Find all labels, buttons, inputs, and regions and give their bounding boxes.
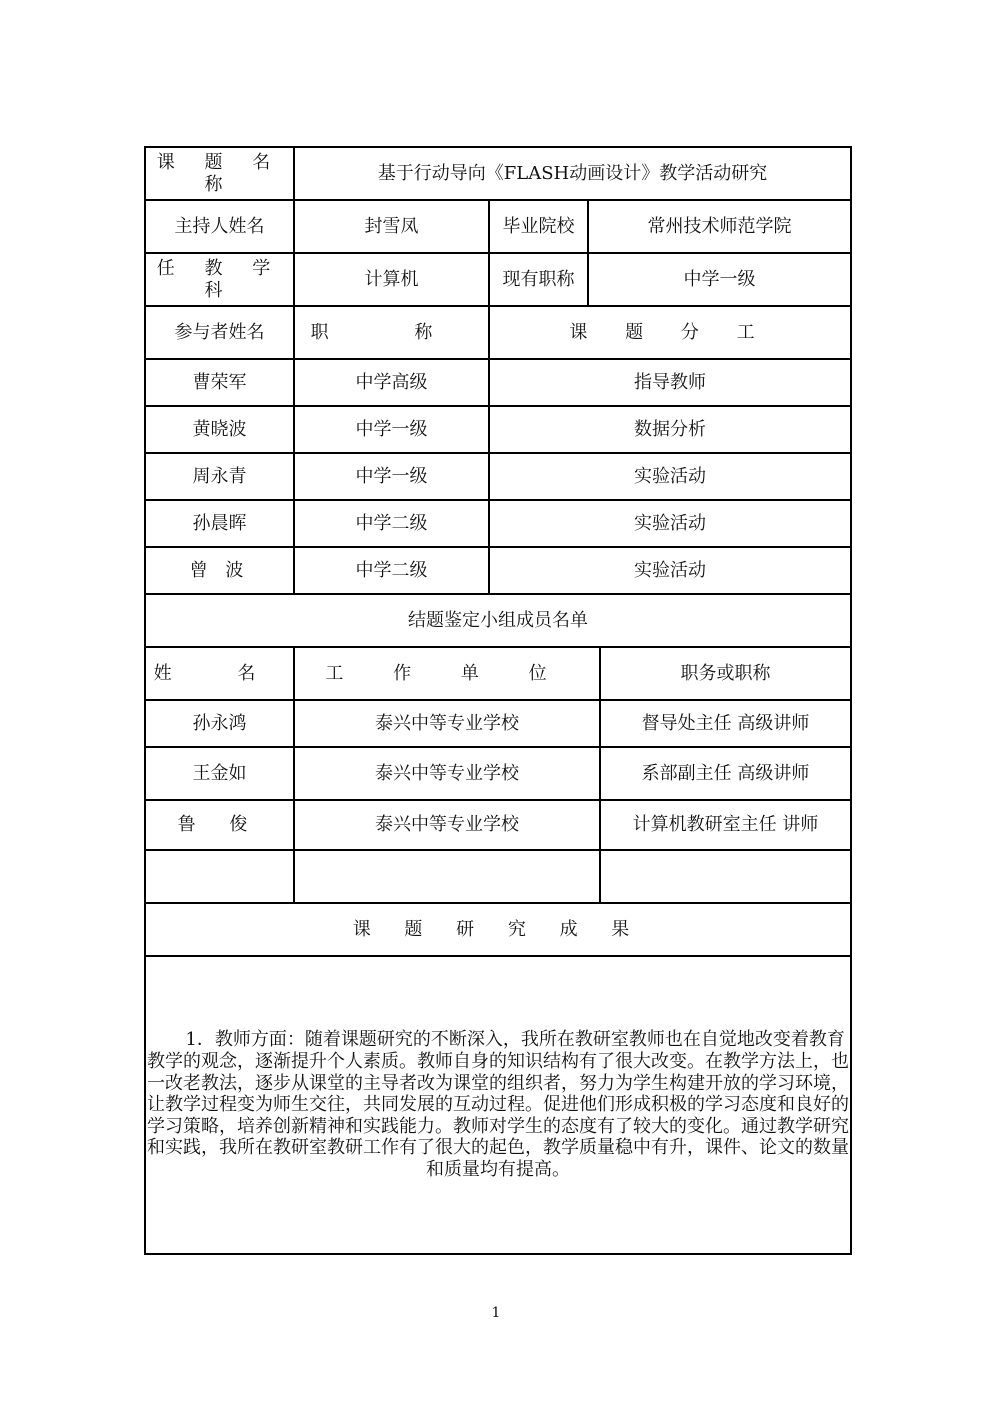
subject-value: 计算机 <box>294 253 489 306</box>
participant-title: 中学一级 <box>294 453 489 500</box>
host-label: 主持人姓名 <box>145 200 294 253</box>
empty-cell <box>294 850 600 903</box>
committee-position: 督导处主任 高级讲师 <box>600 700 851 747</box>
participant-role: 实验活动 <box>489 453 851 500</box>
row-host <box>145 200 851 253</box>
participant-title: 中学二级 <box>294 500 489 547</box>
participant-name: 周永青 <box>145 453 294 500</box>
participant-title-header: 职 称 <box>294 306 489 359</box>
committee-section-title: 结题鉴定小组成员名单 <box>145 594 851 647</box>
participant-role: 实验活动 <box>489 547 851 594</box>
participant-row <box>145 453 851 500</box>
subject-label: 任 教 学 科 <box>145 253 294 306</box>
participants-header-row <box>145 306 851 359</box>
committee-name-header: 姓 名 <box>145 647 294 700</box>
project-form-table <box>144 146 852 1255</box>
committee-unit: 泰兴中等专业学校 <box>294 747 600 800</box>
participant-title: 中学高级 <box>294 359 489 406</box>
row-title <box>145 147 851 200</box>
participant-row <box>145 359 851 406</box>
committee-position: 计算机教研室主任 讲师 <box>600 800 851 850</box>
participant-row <box>145 406 851 453</box>
participant-row <box>145 500 851 547</box>
results-title-row <box>145 903 851 956</box>
committee-position: 系部副主任 高级讲师 <box>600 747 851 800</box>
committee-name: 孙永鸿 <box>145 700 294 747</box>
page-number: 1 <box>491 1305 501 1321</box>
school-label: 毕业院校 <box>489 200 588 253</box>
participant-row <box>145 547 851 594</box>
results-title: 课 题 研 究 成 果 <box>145 903 851 956</box>
committee-unit-header: 工 作 单 位 <box>294 647 600 700</box>
row-subject <box>145 253 851 306</box>
committee-row <box>145 700 851 747</box>
participant-name: 曾 波 <box>145 547 294 594</box>
committee-row <box>145 800 851 850</box>
committee-position-header: 职务或职称 <box>600 647 851 700</box>
results-paragraph: 1．教师方面：随着课题研究的不断深入，我所在教研室教师也在自觉地改变着教育教学的观念，逐渐提升个人素质。教师自身的知识结构有了很大改变。在教学方法上，也一改老教法，逐步从课堂的主导者改为课堂的组织者，努力为学生构建开放的学习环境，让教学过程变为师生交往，共同发展的互动过程。促进他们形成积极的学习态度和良好的学习策略，培养创新精神和实践能力。教师对学生的态度有了较大的变化。通过教学研究和实践，我所在教研室教研工作有了很大的起色，教学质量稳中有升，课件、论文的数量和质量均有提高。 <box>147 1029 850 1180</box>
results-content-row <box>145 956 851 1254</box>
rank-value: 中学一级 <box>588 253 851 306</box>
results-content <box>145 956 851 1254</box>
empty-cell <box>600 850 851 903</box>
committee-unit: 泰兴中等专业学校 <box>294 800 600 850</box>
rank-label: 现有职称 <box>489 253 588 306</box>
school-name: 常州技术师范学院 <box>588 200 851 253</box>
empty-cell <box>145 850 294 903</box>
committee-unit: 泰兴中等专业学校 <box>294 700 600 747</box>
participant-role-header: 课 题 分 工 <box>489 306 851 359</box>
participant-title: 中学二级 <box>294 547 489 594</box>
title-label: 课 题 名 称 <box>145 147 294 200</box>
committee-empty-row <box>145 850 851 903</box>
project-title: 基于行动导向《FLASH动画设计》教学活动研究 <box>294 147 851 200</box>
participant-name: 孙晨晖 <box>145 500 294 547</box>
participant-name: 黄晓波 <box>145 406 294 453</box>
committee-name: 鲁 俊 <box>145 800 294 850</box>
committee-header-row <box>145 647 851 700</box>
participant-title: 中学一级 <box>294 406 489 453</box>
participant-role: 数据分析 <box>489 406 851 453</box>
committee-name: 王金如 <box>145 747 294 800</box>
participant-role: 指导教师 <box>489 359 851 406</box>
committee-row <box>145 747 851 800</box>
committee-section-row <box>145 594 851 647</box>
participant-name-header: 参与者姓名 <box>145 306 294 359</box>
participant-role: 实验活动 <box>489 500 851 547</box>
host-name: 封雪凤 <box>294 200 489 253</box>
participant-name: 曹荣军 <box>145 359 294 406</box>
